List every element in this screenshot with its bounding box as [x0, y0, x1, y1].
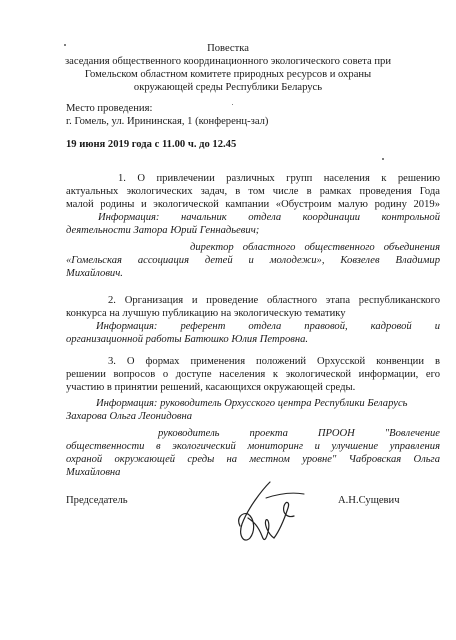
item-1-line-1: 1. О привлечении различных групп населения к решению [118, 173, 440, 184]
doc-subtitle-line-2: Гомельском областном комитете природных ресурсов и охраны [84, 69, 372, 80]
item-3-info-5: охраной окружающей среды на местном уровне" Чабровская Ольга [66, 454, 440, 465]
item-3-line-1: 3. О формах применения положений Орхусской конвенции в [108, 356, 440, 367]
item-1-info-5: Михайлович. [66, 268, 123, 279]
item-1-info-4: «Гомельская ассоциация детей и молодежи», Ковзелев Владимир [66, 255, 440, 266]
doc-subtitle-line-3: окружающей среды Республики Беларусь [133, 82, 323, 93]
chairman-name: А.Н.Сущевич [338, 495, 400, 506]
venue-label: Место проведения: [66, 103, 153, 114]
item-3-line-3: участию в принятии решений, касающихся окружающей среды. [66, 382, 356, 393]
item-2-info-2: организационной работы Батюшко Юлия Петровна. [66, 334, 309, 345]
item-3-info-1: Информация: руководитель Орхусского центра Республики Беларусь [96, 398, 408, 409]
meeting-datetime: 19 июня 2019 года с 11.00 ч. до 12.45 [66, 139, 237, 150]
item-1-line-3: малой родины и экологической кампании «Обустроим малую родину 2019» [66, 199, 440, 210]
item-3-info-6: Михайловна [66, 467, 121, 478]
item-2-line-1: 2. Организация и проведение областного этапа республиканского [108, 295, 440, 306]
doc-subtitle-line-1: заседания общественного координационного экологического совета при [65, 56, 391, 67]
item-1-info-2: деятельности Затора Юрий Геннадьевич; [66, 225, 260, 236]
item-3-info-4: общественности в экологический мониторинг и улучшение управления [66, 441, 440, 452]
scan-speck [232, 104, 233, 105]
item-3-info-3: руководитель проекта ПРООН "Вовлечение [158, 428, 440, 439]
handwritten-signature [218, 478, 308, 548]
doc-title: Повестка [207, 43, 249, 54]
item-3-line-2: решении вопросов о доступе населения к экологической информации, его [66, 369, 440, 380]
scan-speck [382, 158, 384, 160]
item-1-info-3: директор областного общественного объединения [190, 242, 440, 253]
item-2-info-1: Информация: референт отдела правовой, кадровой и [96, 321, 440, 332]
scan-speck [64, 44, 66, 46]
item-1-line-2: актуальных экологических задач, в том числе в рамках проведения Года [66, 186, 440, 197]
item-3-info-2: Захарова Ольга Леонидовна [66, 411, 193, 422]
item-1-info-1: Информация: начальник отдела координации контрольной [98, 212, 440, 223]
chairman-label: Председатель [66, 495, 128, 506]
item-2-line-2: конкурса на лучшую публикацию на экологическую тематику [66, 308, 346, 319]
venue-address: г. Гомель, ул. Ирининская, 1 (конференц-зал) [66, 116, 269, 127]
